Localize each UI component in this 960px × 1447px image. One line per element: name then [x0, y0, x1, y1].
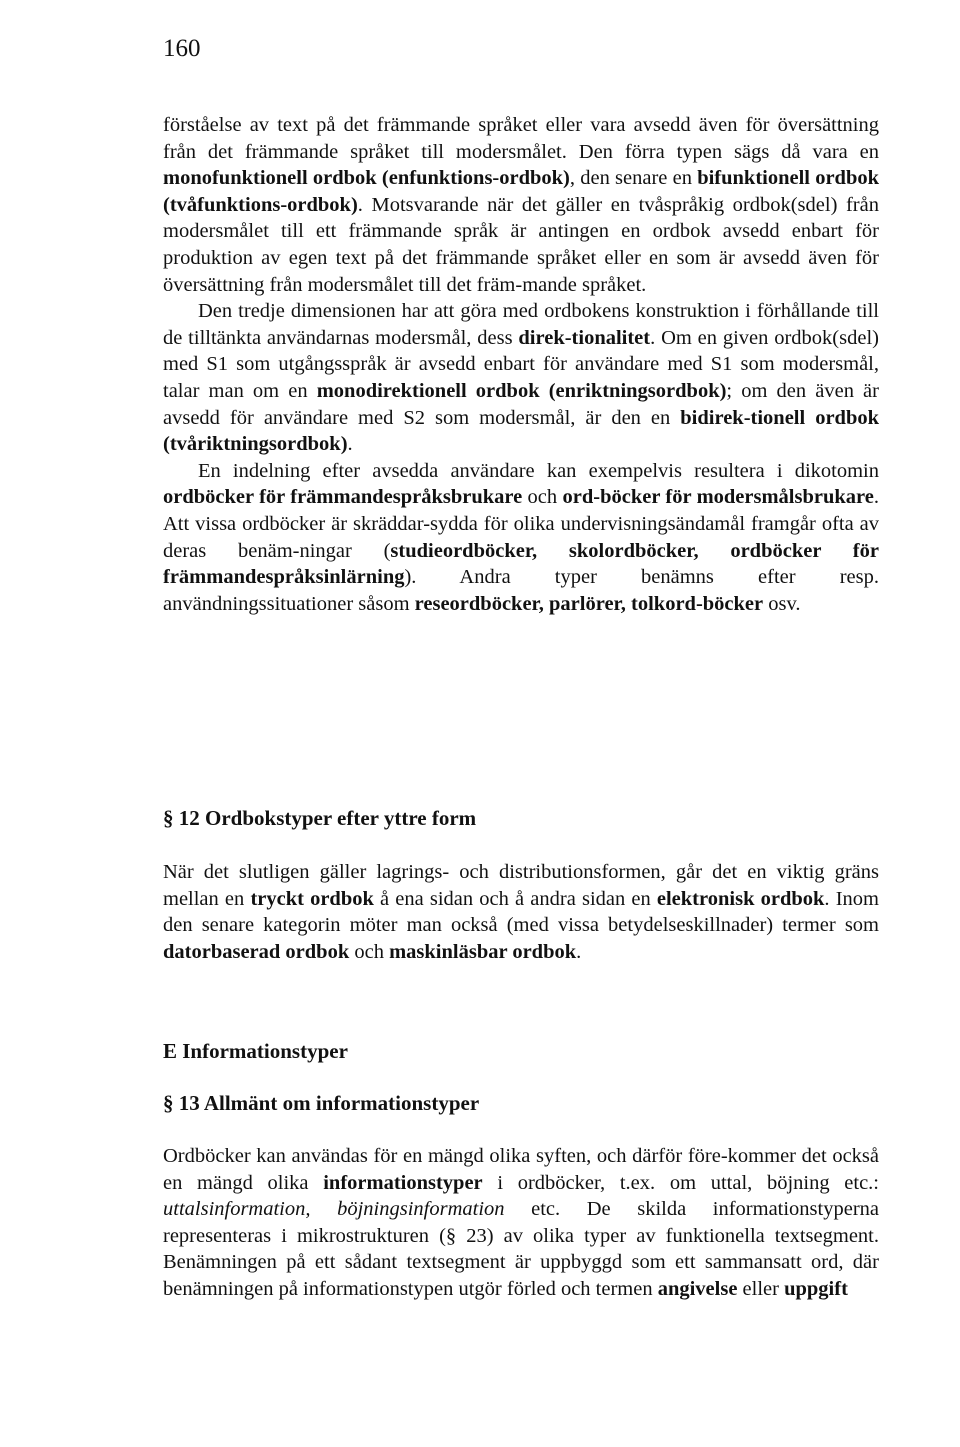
bold-term: direk-tionalitet — [518, 326, 651, 349]
text-run: ; om den även är avsedd för användare med S2 som modersmål, är den en — [163, 379, 879, 429]
bold-term: ordböcker för främmandespråksbrukare — [163, 486, 523, 509]
text-run: . Motsvarande när det gäller en tvåspråkig ordbok(sdel) från modersmålet till ett främmande språk är antingen en ordbok avsedd enbart för produktion av egen text på det främmande språket eller en som är avsedd även för översättning från modersmålet till det främ-mande språket. — [163, 193, 879, 296]
text-run: . — [576, 940, 582, 963]
paragraph-2 — [163, 298, 879, 458]
bold-term: informationstyper — [323, 1171, 483, 1194]
italic-term: uttalsinformation, böjningsinformation — [163, 1198, 505, 1221]
bold-term: elektronisk ordbok — [656, 887, 825, 910]
text-run: å ena sidan och å andra sidan en — [373, 887, 657, 910]
bold-term: monodirektionell ordbok (enriktningsordbok) — [316, 379, 727, 402]
bold-term: monofunktionell ordbok (enfunktions-ordbok) — [163, 167, 570, 190]
bold-term: studieordböcker, skolordböcker, ordböcker för främmandespråksinlärning — [163, 539, 879, 589]
bold-term: datorbaserad ordbok — [163, 940, 350, 963]
text-run: ). Andra typer benämns efter resp. användningssituationer såsom — [163, 566, 879, 615]
bold-term: uppgift — [784, 1277, 848, 1300]
bold-term: ord-böcker för modersmålsbrukare — [562, 486, 874, 509]
text-run: i ordböcker, t.ex. om uttal, böjning etc.: — [482, 1171, 879, 1194]
section-E-heading: E Informationstyper — [163, 1039, 348, 1063]
bold-term: reseordböcker, parlörer, tolkord-böcker — [414, 592, 764, 615]
bold-term: maskinläsbar ordbok — [389, 940, 577, 963]
bold-term: tryckt ordbok — [250, 887, 374, 910]
text-run: Den tredje dimensionen har att göra med ordbokens konstruktion i förhållande till de tilltänkta användarnas modersmål, dess — [163, 300, 879, 349]
text-run: En indelning efter avsedda användare kan exempelvis resultera i dikotomin — [198, 459, 879, 482]
bold-term: angivelse — [657, 1277, 738, 1300]
text-run: osv. — [763, 592, 801, 615]
paragraph-3 — [163, 458, 879, 618]
bold-term: bidirek-tionell ordbok (tvåriktningsordbok) — [163, 406, 879, 456]
intro-text — [163, 112, 879, 617]
text-run: och — [522, 486, 563, 509]
paragraph-1 — [163, 112, 879, 298]
text-run: etc. De skilda informationstyperna representeras i mikrostrukturen (§ 23) av olika typer av funktionella textsegment. Benämningen på ett sådant textsegment är uppbyggd som ett sammansatt ord, där benämningen på informationstypen utgör förled och termen — [163, 1198, 880, 1300]
text-run: . Om en given ordbok(sdel) med S1 som utgångsspråk är avsedd enbart för användare med S1 som modersmål, talar man om en — [163, 326, 879, 402]
text-run: När det slutligen gäller lagrings- och distributionsformen, går det en viktig gräns mellan en — [163, 861, 879, 910]
text-run: eller — [737, 1277, 785, 1300]
bold-term: bifunktionell ordbok (tvåfunktions-ordbok) — [163, 167, 879, 216]
page-number: 160 — [163, 35, 201, 62]
text-run: , den senare en — [569, 167, 698, 190]
text-run: . Inom den senare kategorin möter man också (med vissa betydelseskillnader) termer som — [163, 887, 879, 937]
section-12-heading: § 12 Ordbokstyper efter yttre form — [163, 806, 477, 830]
text-run: . Att vissa ordböcker är skräddar-sydda för olika undervisningsändamål framgår ofta av deras benäm-ningar ( — [163, 486, 879, 562]
section-13-paragraph — [163, 1143, 879, 1303]
text-run: Ordböcker kan användas för en mängd olika syften, och därför före-kommer det också en mängd olika — [163, 1145, 879, 1194]
text-run: och — [349, 940, 390, 963]
section-13-text — [163, 1143, 879, 1303]
text-run: . — [347, 433, 353, 456]
section-13-heading: § 13 Allmänt om informationstyper — [163, 1091, 480, 1115]
text-run: förståelse av text på det främmande språket eller vara avsedd även för översättning från det främmande språket till modersmålet. Den förra typen sägs då vara en — [163, 114, 879, 163]
section-12-paragraph — [163, 859, 879, 965]
section-12-text — [163, 859, 879, 965]
